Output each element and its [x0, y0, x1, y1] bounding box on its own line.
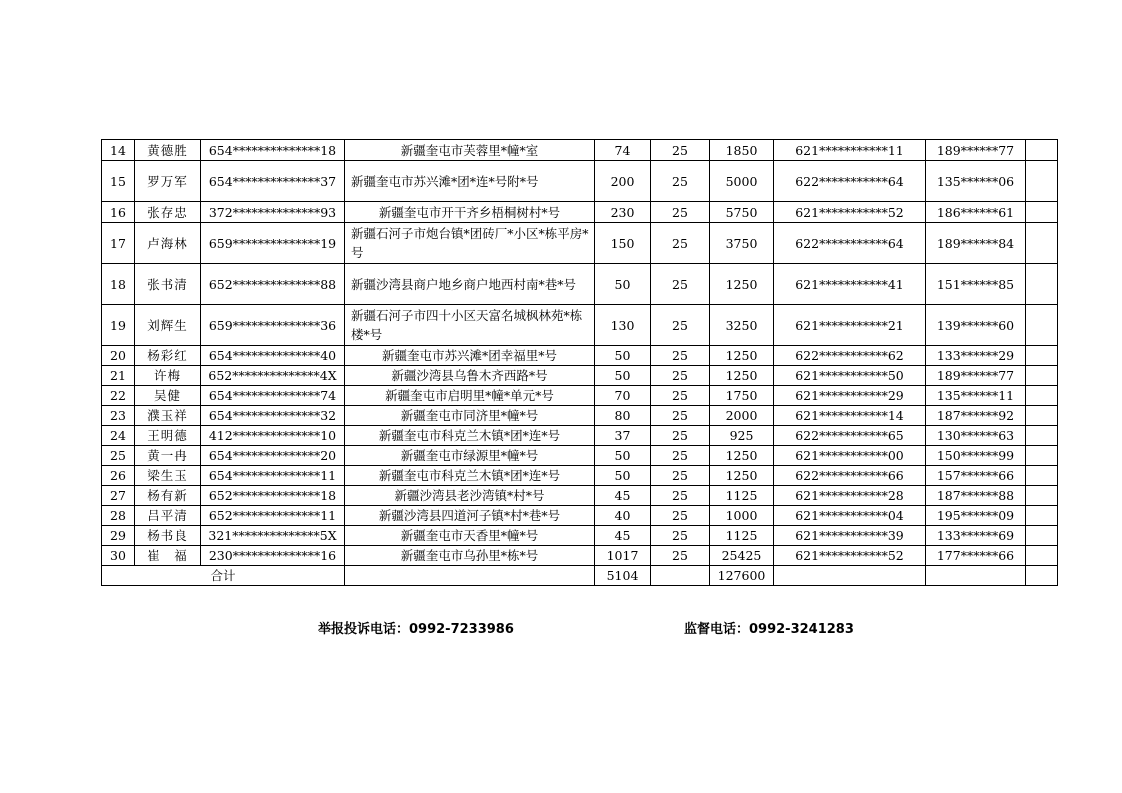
id-number: 659**************19 [201, 223, 345, 264]
bank-account: 621***********21 [774, 305, 926, 346]
area: 50 [595, 264, 651, 305]
totals-empty [651, 566, 710, 586]
amount: 5750 [710, 202, 774, 223]
rate: 25 [651, 446, 710, 466]
bank-account: 621***********39 [774, 526, 926, 546]
remarks [1026, 506, 1058, 526]
row-number: 23 [102, 406, 135, 426]
totals-empty [926, 566, 1026, 586]
rate: 25 [651, 406, 710, 426]
remarks [1026, 526, 1058, 546]
phone-number: 135******06 [926, 161, 1026, 202]
id-number: 412**************10 [201, 426, 345, 446]
amount: 1250 [710, 346, 774, 366]
address: 新疆奎屯市芙蓉里*幢*室 [345, 140, 595, 161]
area: 74 [595, 140, 651, 161]
row-number: 28 [102, 506, 135, 526]
id-number: 654**************20 [201, 446, 345, 466]
person-name: 梁生玉 [135, 466, 201, 486]
area: 80 [595, 406, 651, 426]
bank-account: 621***********41 [774, 264, 926, 305]
area: 50 [595, 466, 651, 486]
totals-empty [774, 566, 926, 586]
table-row [102, 446, 1058, 466]
totals-amount: 127600 [710, 566, 774, 586]
remarks [1026, 406, 1058, 426]
id-number: 654**************37 [201, 161, 345, 202]
bank-account: 621***********28 [774, 486, 926, 506]
phone-number: 187******92 [926, 406, 1026, 426]
phone-number: 189******84 [926, 223, 1026, 264]
row-number: 19 [102, 305, 135, 346]
phone-number: 195******09 [926, 506, 1026, 526]
person-name: 王明德 [135, 426, 201, 446]
area: 37 [595, 426, 651, 446]
person-name: 张书清 [135, 264, 201, 305]
totals-empty [345, 566, 595, 586]
rate: 25 [651, 506, 710, 526]
row-number: 25 [102, 446, 135, 466]
subsidy-table [101, 139, 1058, 586]
remarks [1026, 161, 1058, 202]
id-number: 321**************5X [201, 526, 345, 546]
amount: 5000 [710, 161, 774, 202]
bank-account: 621***********00 [774, 446, 926, 466]
area: 45 [595, 526, 651, 546]
address: 新疆奎屯市乌孙里*栋*号 [345, 546, 595, 566]
rate: 25 [651, 426, 710, 446]
row-number: 15 [102, 161, 135, 202]
row-number: 27 [102, 486, 135, 506]
address: 新疆石河子市四十小区天富名城枫林苑*栋楼*号 [345, 305, 595, 346]
area: 50 [595, 446, 651, 466]
totals-area: 5104 [595, 566, 651, 586]
person-name: 杨书良 [135, 526, 201, 546]
amount: 1250 [710, 446, 774, 466]
area: 50 [595, 346, 651, 366]
table-row [102, 202, 1058, 223]
rate: 25 [651, 223, 710, 264]
id-number: 654**************11 [201, 466, 345, 486]
id-number: 652**************11 [201, 506, 345, 526]
rate: 25 [651, 486, 710, 506]
phone-number: 150******99 [926, 446, 1026, 466]
amount: 925 [710, 426, 774, 446]
rate: 25 [651, 366, 710, 386]
row-number: 16 [102, 202, 135, 223]
totals-empty [1026, 566, 1058, 586]
bank-account: 622***********65 [774, 426, 926, 446]
id-number: 652**************4X [201, 366, 345, 386]
id-number: 654**************40 [201, 346, 345, 366]
table-row [102, 486, 1058, 506]
rate: 25 [651, 140, 710, 161]
person-name: 杨有新 [135, 486, 201, 506]
remarks [1026, 446, 1058, 466]
person-name: 卢海林 [135, 223, 201, 264]
table-row [102, 223, 1058, 264]
phone-number: 139******60 [926, 305, 1026, 346]
address: 新疆沙湾县四道河子镇*村*巷*号 [345, 506, 595, 526]
person-name: 杨彩红 [135, 346, 201, 366]
table-row [102, 140, 1058, 161]
bank-account: 621***********52 [774, 202, 926, 223]
row-number: 20 [102, 346, 135, 366]
remarks [1026, 426, 1058, 446]
bank-account: 621***********14 [774, 406, 926, 426]
table-row [102, 346, 1058, 366]
report-hotline: 举报投诉电话：0992-7233986 [318, 622, 514, 637]
rate: 25 [651, 546, 710, 566]
bank-account: 621***********11 [774, 140, 926, 161]
row-number: 21 [102, 366, 135, 386]
id-number: 654**************32 [201, 406, 345, 426]
id-number: 230**************16 [201, 546, 345, 566]
supervise-hotline: 监督电话：0992-3241283 [684, 622, 854, 637]
phone-number: 135******11 [926, 386, 1026, 406]
bank-account: 621***********04 [774, 506, 926, 526]
address: 新疆奎屯市绿源里*幢*号 [345, 446, 595, 466]
table-row [102, 161, 1058, 202]
remarks [1026, 466, 1058, 486]
bank-account: 622***********64 [774, 161, 926, 202]
amount: 1250 [710, 366, 774, 386]
person-name: 濮玉祥 [135, 406, 201, 426]
phone-number: 189******77 [926, 366, 1026, 386]
rate: 25 [651, 202, 710, 223]
id-number: 654**************18 [201, 140, 345, 161]
phone-number: 133******29 [926, 346, 1026, 366]
person-name: 黄一冉 [135, 446, 201, 466]
table-row [102, 305, 1058, 346]
address: 新疆沙湾县商户地乡商户地西村南*巷*号 [345, 264, 595, 305]
amount: 1000 [710, 506, 774, 526]
id-number: 659**************36 [201, 305, 345, 346]
remarks [1026, 366, 1058, 386]
amount: 1250 [710, 466, 774, 486]
bank-account: 621***********52 [774, 546, 926, 566]
address: 新疆奎屯市天香里*幢*号 [345, 526, 595, 546]
totals-row [102, 566, 1058, 586]
address: 新疆沙湾县老沙湾镇*村*号 [345, 486, 595, 506]
area: 200 [595, 161, 651, 202]
bank-account: 622***********62 [774, 346, 926, 366]
row-number: 22 [102, 386, 135, 406]
remarks [1026, 264, 1058, 305]
remarks [1026, 546, 1058, 566]
phone-number: 130******63 [926, 426, 1026, 446]
phone-number: 151******85 [926, 264, 1026, 305]
amount: 1750 [710, 386, 774, 406]
phone-number: 187******88 [926, 486, 1026, 506]
table-row [102, 546, 1058, 566]
area: 45 [595, 486, 651, 506]
area: 70 [595, 386, 651, 406]
remarks [1026, 305, 1058, 346]
remarks [1026, 386, 1058, 406]
area: 150 [595, 223, 651, 264]
row-number: 17 [102, 223, 135, 264]
amount: 1125 [710, 486, 774, 506]
amount: 1125 [710, 526, 774, 546]
amount: 3750 [710, 223, 774, 264]
totals-label: 合计 [102, 566, 345, 586]
person-name: 黄德胜 [135, 140, 201, 161]
address: 新疆沙湾县乌鲁木齐西路*号 [345, 366, 595, 386]
address: 新疆奎屯市科克兰木镇*团*连*号 [345, 466, 595, 486]
address: 新疆奎屯市同济里*幢*号 [345, 406, 595, 426]
address: 新疆奎屯市苏兴滩*团幸福里*号 [345, 346, 595, 366]
rate: 25 [651, 526, 710, 546]
person-name: 崔 福 [135, 546, 201, 566]
remarks [1026, 486, 1058, 506]
rate: 25 [651, 346, 710, 366]
person-name: 张存忠 [135, 202, 201, 223]
table-row [102, 426, 1058, 446]
table-row [102, 406, 1058, 426]
bank-account: 622***********66 [774, 466, 926, 486]
address: 新疆奎屯市苏兴滩*团*连*号附*号 [345, 161, 595, 202]
row-number: 18 [102, 264, 135, 305]
remarks [1026, 223, 1058, 264]
row-number: 14 [102, 140, 135, 161]
amount: 25425 [710, 546, 774, 566]
amount: 2000 [710, 406, 774, 426]
row-number: 29 [102, 526, 135, 546]
row-number: 26 [102, 466, 135, 486]
id-number: 652**************88 [201, 264, 345, 305]
bank-account: 621***********50 [774, 366, 926, 386]
person-name: 罗万军 [135, 161, 201, 202]
table-row [102, 366, 1058, 386]
person-name: 吴健 [135, 386, 201, 406]
amount: 1850 [710, 140, 774, 161]
phone-number: 177******66 [926, 546, 1026, 566]
person-name: 刘辉生 [135, 305, 201, 346]
address: 新疆石河子市炮台镇*团砖厂*小区*栋平房*号 [345, 223, 595, 264]
table-row [102, 386, 1058, 406]
bank-account: 622***********64 [774, 223, 926, 264]
bank-account: 621***********29 [774, 386, 926, 406]
rate: 25 [651, 161, 710, 202]
phone-number: 186******61 [926, 202, 1026, 223]
rate: 25 [651, 386, 710, 406]
table-row [102, 506, 1058, 526]
area: 50 [595, 366, 651, 386]
table-row [102, 466, 1058, 486]
person-name: 许梅 [135, 366, 201, 386]
id-number: 372**************93 [201, 202, 345, 223]
row-number: 24 [102, 426, 135, 446]
id-number: 652**************18 [201, 486, 345, 506]
area: 1017 [595, 546, 651, 566]
table-row [102, 264, 1058, 305]
address: 新疆奎屯市开干齐乡梧桐树村*号 [345, 202, 595, 223]
remarks [1026, 202, 1058, 223]
area: 40 [595, 506, 651, 526]
amount: 1250 [710, 264, 774, 305]
remarks [1026, 346, 1058, 366]
address: 新疆奎屯市启明里*幢*单元*号 [345, 386, 595, 406]
id-number: 654**************74 [201, 386, 345, 406]
area: 230 [595, 202, 651, 223]
row-number: 30 [102, 546, 135, 566]
phone-number: 157******66 [926, 466, 1026, 486]
amount: 3250 [710, 305, 774, 346]
area: 130 [595, 305, 651, 346]
rate: 25 [651, 466, 710, 486]
rate: 25 [651, 305, 710, 346]
person-name: 吕平清 [135, 506, 201, 526]
remarks [1026, 140, 1058, 161]
phone-number: 133******69 [926, 526, 1026, 546]
address: 新疆奎屯市科克兰木镇*团*连*号 [345, 426, 595, 446]
table-row [102, 526, 1058, 546]
rate: 25 [651, 264, 710, 305]
phone-number: 189******77 [926, 140, 1026, 161]
